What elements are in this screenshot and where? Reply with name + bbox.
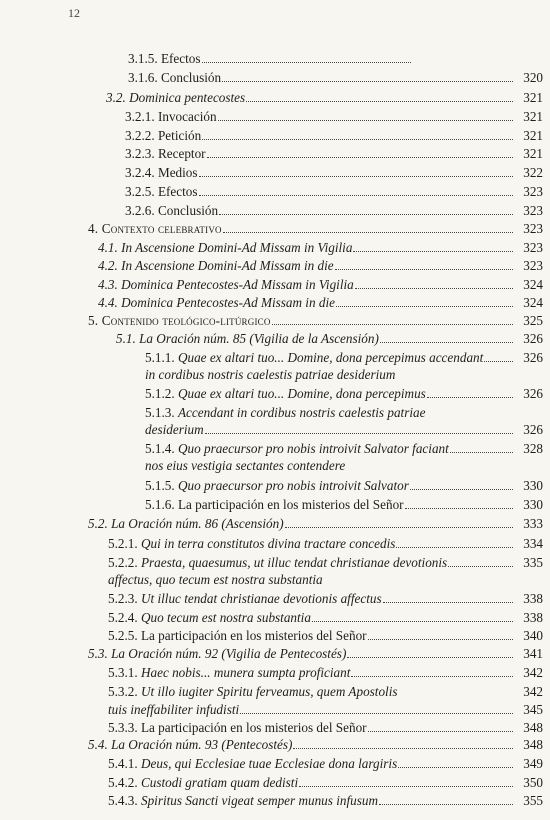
toc-page-number: 338 bbox=[523, 591, 543, 606]
toc-entry-3-2-1 bbox=[125, 109, 513, 124]
toc-page-number: 335 bbox=[523, 555, 543, 570]
toc-entry-label: 5.4.3. Spiritus Sancti vigeat semper munus infusum bbox=[108, 793, 378, 808]
toc-leader-dots bbox=[199, 166, 513, 177]
toc-entry-5-2-2 bbox=[108, 555, 513, 570]
toc-entry-label: 5.4.1. Deus, qui Ecclesiae tuae Ecclesiae dona largiris bbox=[108, 756, 398, 771]
toc-entry-label: 5.1. La Oración núm. 85 (Vigilia de la Ascensión) bbox=[116, 331, 379, 346]
toc-entry-label: affectus, quo tecum est nostra substantia bbox=[108, 572, 323, 587]
toc-entry-label: 5.1.3. Accendant in cordibus nostris caelestis patriae bbox=[145, 405, 426, 420]
toc-page-number: 342 bbox=[523, 684, 543, 699]
toc-entry-continuation-17 bbox=[145, 367, 395, 382]
toc-entry-label: 3.2.4. Medios bbox=[125, 165, 198, 180]
toc-entry-5-1-3 bbox=[145, 405, 425, 420]
toc-leader-dots bbox=[240, 703, 513, 714]
toc-entry-5 bbox=[88, 313, 513, 328]
toc-entry-label: 5.1.6. La participación en los misterios del Señor bbox=[145, 497, 404, 512]
toc-entry-label: 3.2.2. Petición bbox=[125, 128, 202, 143]
toc-entry-label: desiderium bbox=[145, 422, 204, 437]
toc-leader-dots bbox=[347, 647, 513, 658]
toc-leader-dots bbox=[202, 52, 411, 63]
toc-entry-label: 3.2.1. Invocación bbox=[125, 109, 217, 124]
toc-leader-dots bbox=[336, 296, 513, 307]
toc-entry-3-2 bbox=[106, 90, 513, 105]
toc-entry-5-2-3 bbox=[108, 591, 513, 606]
toc-page-number: 350 bbox=[523, 775, 543, 790]
toc-entry-label: 5.3.3. La participación en los misterios del Señor bbox=[108, 720, 367, 735]
toc-page-number: 323 bbox=[523, 221, 543, 236]
toc-entry-5-3-3 bbox=[108, 720, 513, 735]
toc-leader-dots bbox=[379, 794, 513, 805]
toc-entry-label: 5.1.5. Quo praecursor pro nobis introivit Salvator bbox=[145, 478, 409, 493]
toc-entry-3-2-3 bbox=[125, 146, 513, 161]
toc-entry-label: 4. Contexto celebrativo bbox=[88, 221, 222, 236]
toc-leader-dots bbox=[398, 757, 513, 768]
toc-entry-label: 4.2. In Ascensione Domini-Ad Missam in die bbox=[98, 258, 334, 273]
toc-entry-5-2-5 bbox=[108, 628, 513, 643]
toc-page-number: 324 bbox=[523, 277, 543, 292]
toc-leader-dots bbox=[351, 666, 513, 677]
toc-page-number: 323 bbox=[523, 258, 543, 273]
toc-entry-4 bbox=[88, 221, 513, 236]
toc-page-number: 341 bbox=[523, 646, 543, 661]
toc-page-number: 326 bbox=[523, 422, 543, 437]
toc-page-number: 330 bbox=[523, 497, 543, 512]
toc-page-number: 326 bbox=[523, 350, 543, 365]
toc-page-number: 321 bbox=[523, 90, 543, 105]
toc-page-number: 345 bbox=[523, 702, 543, 717]
toc-entry-label: 3.1.5. Efectos bbox=[128, 51, 201, 66]
toc-page-number: 348 bbox=[523, 720, 543, 735]
toc-leader-dots bbox=[380, 332, 513, 343]
toc-entry-label: 5.3. La Oración núm. 92 (Vigilia de Pentecostés) bbox=[88, 646, 347, 661]
toc-leader-dots bbox=[202, 129, 513, 140]
toc-page-number: 342 bbox=[523, 665, 543, 680]
toc-leader-dots bbox=[368, 629, 513, 640]
toc-page-number: 330 bbox=[523, 478, 543, 493]
toc-entry-5-2 bbox=[88, 516, 513, 531]
toc-leader-dots bbox=[223, 222, 513, 233]
toc-entry-5-4-1 bbox=[108, 756, 513, 771]
toc-leader-dots bbox=[293, 738, 513, 749]
toc-entry-label: 5.3.2. Ut illo iugiter Spiritu ferveamus, quem Apostolis bbox=[108, 684, 398, 699]
toc-leader-dots bbox=[272, 314, 513, 325]
toc-entry-5-1 bbox=[116, 331, 513, 346]
toc-leader-dots bbox=[396, 537, 513, 548]
toc-entry-label: 5.2.5. La participación en los misterios del Señor bbox=[108, 628, 367, 643]
toc-entry-3-2-5 bbox=[125, 184, 513, 199]
toc-leader-dots bbox=[355, 278, 513, 289]
toc-page-number: 324 bbox=[523, 295, 543, 310]
toc-entry-label: 4.3. Dominica Pentecostes-Ad Missam in Vigilia bbox=[98, 277, 354, 292]
toc-entry-label: 5.3.1. Haec nobis... munera sumpta proficiant bbox=[108, 665, 351, 680]
toc-entry-5-1-4 bbox=[145, 441, 513, 456]
toc-leader-dots bbox=[299, 776, 513, 787]
toc-entry-5-3 bbox=[88, 646, 513, 661]
toc-entry-5-2-4 bbox=[108, 610, 513, 625]
toc-leader-dots bbox=[353, 241, 513, 252]
toc-entry-4-4 bbox=[98, 295, 513, 310]
toc-page-number: 338 bbox=[523, 610, 543, 625]
toc-entry-label: 5.4.2. Custodi gratiam quam dedisti bbox=[108, 775, 299, 790]
toc-entry-label: tuis ineffabiliter infudisti bbox=[108, 702, 240, 717]
toc-entry-label: nos eius vestigia sectantes contendere bbox=[145, 458, 346, 473]
toc-page-number: 355 bbox=[523, 793, 543, 808]
toc-entry-3-2-6 bbox=[125, 203, 513, 218]
toc-page-number: 322 bbox=[523, 165, 543, 180]
toc-entry-5-4 bbox=[88, 737, 513, 752]
toc-entry-5-1-5 bbox=[145, 478, 513, 493]
toc-entry-label: 3.2.6. Conclusión bbox=[125, 203, 219, 218]
toc-leader-dots bbox=[199, 185, 513, 196]
toc-entry-5-2-1 bbox=[108, 536, 513, 551]
toc-leader-dots bbox=[312, 611, 513, 622]
toc-entry-continuation-22 bbox=[145, 458, 345, 473]
toc-entry-continuation-35 bbox=[108, 702, 513, 717]
toc-entry-continuation-20 bbox=[145, 422, 513, 437]
toc-page-number: 348 bbox=[523, 737, 543, 752]
toc-entry-label: 4.1. In Ascensione Domini-Ad Missam in Vigilia bbox=[98, 240, 353, 255]
toc-leader-dots bbox=[205, 423, 513, 434]
toc-entry-label: 5.2.3. Ut illuc tendat christianae devotionis affectus bbox=[108, 591, 382, 606]
toc-entry-label: 3.2.3. Receptor bbox=[125, 146, 206, 161]
toc-leader-dots bbox=[222, 71, 513, 82]
toc-entry-label: 5.2.2. Praesta, quaesumus, ut illuc tendat christianae devotionis bbox=[108, 555, 448, 570]
toc-entry-label: 5. Contenido teológico-litúrgico bbox=[88, 313, 271, 328]
toc-entry-3-2-4 bbox=[125, 165, 513, 180]
toc-entry-label: 5.1.4. Quo praecursor pro nobis introivit Salvator faciant bbox=[145, 441, 449, 456]
toc-page-number: 323 bbox=[523, 240, 543, 255]
toc-entry-continuation-28 bbox=[108, 572, 323, 587]
toc-entry-5-1-1 bbox=[145, 350, 513, 365]
toc-leader-dots bbox=[218, 110, 513, 121]
toc-entry-5-1-2 bbox=[145, 386, 513, 401]
toc-entry-5-1-6 bbox=[145, 497, 513, 512]
toc-page-number: 321 bbox=[523, 128, 543, 143]
toc-entry-4-2 bbox=[98, 258, 513, 273]
toc-entry-label: 3.1.6. Conclusión bbox=[128, 70, 222, 85]
toc-entry-label: 3.2. Dominica pentecostes bbox=[106, 90, 246, 105]
toc-entry-label: 5.1.1. Quae ex altari tuo... Domine, dona percepimus accendant bbox=[145, 350, 484, 365]
toc-leader-dots bbox=[285, 517, 513, 528]
toc-entry-label: 5.1.2. Quae ex altari tuo... Domine, dona percepimus bbox=[145, 386, 426, 401]
toc-entry-5-4-3 bbox=[108, 793, 513, 808]
toc-entry-4-3 bbox=[98, 277, 513, 292]
toc-entry-label: 3.2.5. Efectos bbox=[125, 184, 198, 199]
toc-page-number: 340 bbox=[523, 628, 543, 643]
toc-page-number: 320 bbox=[523, 70, 543, 85]
toc-page-number: 326 bbox=[523, 386, 543, 401]
toc-page-number: 326 bbox=[523, 331, 543, 346]
toc-entry-label: 5.2.1. Qui in terra constitutos divina tractare concedis bbox=[108, 536, 396, 551]
toc-leader-dots bbox=[246, 91, 513, 102]
toc-entry-4-1 bbox=[98, 240, 513, 255]
toc-page-number: 325 bbox=[523, 313, 543, 328]
toc-leader-dots bbox=[207, 147, 513, 158]
toc-page-number: 321 bbox=[523, 146, 543, 161]
toc-page-number: 334 bbox=[523, 536, 543, 551]
toc-page-number: 323 bbox=[523, 203, 543, 218]
toc-entry-label: 4.4. Dominica Pentecostes-Ad Missam in die bbox=[98, 295, 335, 310]
toc-leader-dots bbox=[335, 259, 513, 270]
toc-entry-5-3-1 bbox=[108, 665, 513, 680]
toc-page-number: 321 bbox=[523, 109, 543, 124]
toc-entry-label: 5.4. La Oración núm. 93 (Pentecostés) bbox=[88, 737, 293, 752]
toc-entry-3-1-5 bbox=[128, 51, 411, 66]
page-number: 12 bbox=[68, 6, 80, 20]
toc-entry-label: 5.2.4. Quo tecum est nostra substantia bbox=[108, 610, 311, 625]
toc-entry-5-3-2 bbox=[108, 684, 398, 699]
toc-page-number: 349 bbox=[523, 756, 543, 771]
toc-entry-5-4-2 bbox=[108, 775, 513, 790]
toc-page-number: 323 bbox=[523, 184, 543, 199]
toc-leader-dots bbox=[383, 592, 513, 603]
toc-page-number: 328 bbox=[523, 441, 543, 456]
toc-leader-dots bbox=[368, 721, 513, 732]
toc-entry-label: in cordibus nostris caelestis patriae desiderium bbox=[145, 367, 396, 382]
toc-entry-3-2-2 bbox=[125, 128, 513, 143]
toc-leader-dots bbox=[219, 204, 513, 215]
toc-entry-label: 5.2. La Oración núm. 86 (Ascensión) bbox=[88, 516, 284, 531]
toc-entry-3-1-6 bbox=[128, 70, 513, 85]
toc-page-number: 333 bbox=[523, 516, 543, 531]
